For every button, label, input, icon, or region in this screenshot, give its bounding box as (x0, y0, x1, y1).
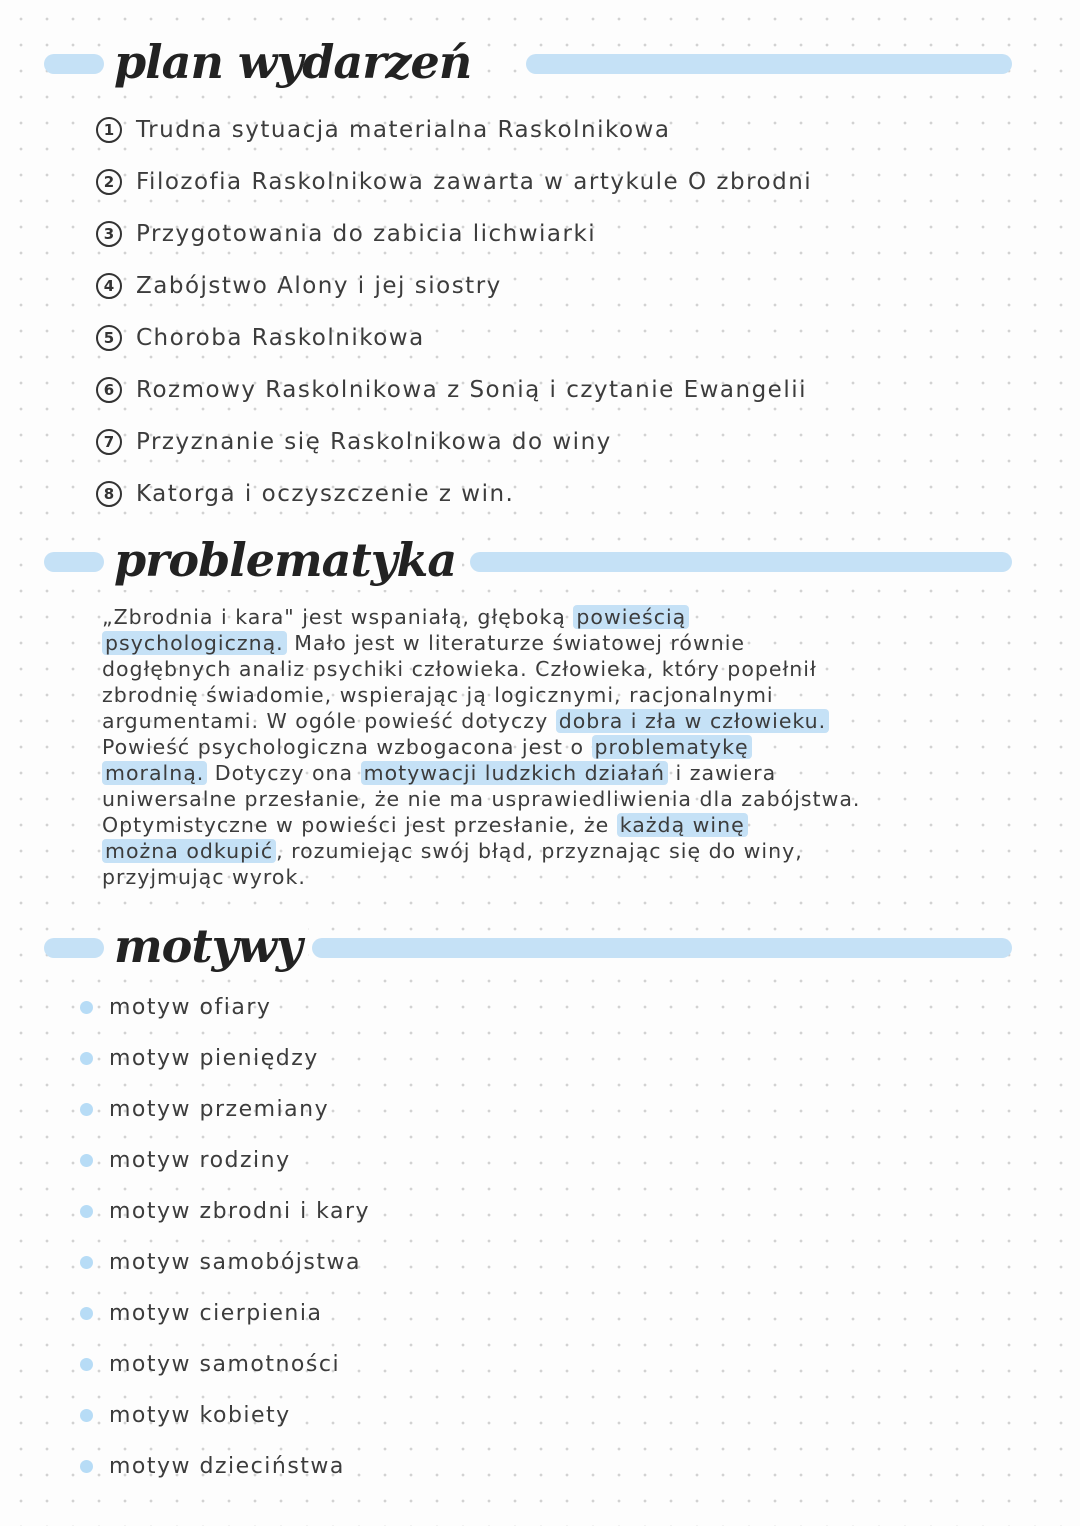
bullet-dot-icon (80, 1001, 93, 1014)
paragraph-line (102, 604, 1012, 630)
bullet-dot-icon (80, 1205, 93, 1218)
motifs-heading: motywy (108, 916, 308, 976)
bullet-dot-icon (80, 1409, 93, 1422)
paragraph-line (102, 682, 1012, 708)
paragraph-line (102, 708, 1012, 734)
plan-item-text: Katorga i oczyszczenie z win. (136, 481, 515, 507)
motifs-header (0, 916, 1080, 986)
paragraph-text: Mało jest w literaturze światowej równie (286, 631, 746, 655)
paragraph-line (102, 864, 1012, 890)
circled-number: 5 (96, 325, 122, 351)
problem-header (0, 530, 1080, 600)
bullet-dot-icon (80, 1154, 93, 1167)
circled-number: 6 (96, 377, 122, 403)
paragraph-text: zbrodnię świadomie, wspierając ją logicznymi, racjonalnymi (102, 683, 774, 707)
highlighted-text: problematykę (592, 735, 752, 759)
plan-item-text: Trudna sytuacja materialna Raskolnikowa (136, 117, 671, 143)
paragraph-line (102, 786, 1012, 812)
motif-text: motyw cierpienia (109, 1301, 323, 1326)
header-highlight-right (470, 552, 1012, 572)
header-highlight-left (44, 938, 104, 958)
highlighted-text: powieścią (573, 605, 689, 629)
bullet-dot-icon (80, 1307, 93, 1320)
highlighted-text: psychologiczną. (102, 631, 287, 655)
paragraph-text: przyjmując wyrok. (102, 865, 306, 889)
header-highlight-left (44, 552, 104, 572)
plan-header (0, 32, 1080, 102)
plan-item-text: Przyznanie się Raskolnikowa do winy (136, 429, 612, 455)
paragraph-line (102, 630, 1012, 656)
problem-paragraph (102, 604, 1012, 890)
header-highlight-right (526, 54, 1012, 74)
motif-text: motyw pieniędzy (109, 1046, 319, 1071)
bullet-dot-icon (80, 1256, 93, 1269)
paragraph-text: dogłębnych analiz psychiki człowieka. Człowieka, który popełnił (102, 657, 817, 681)
motif-item (80, 1084, 680, 1135)
plan-item (96, 156, 996, 208)
paragraph-text: , rozumiejąc swój błąd, przyznając się do winy, (276, 839, 803, 863)
circled-number: 2 (96, 169, 122, 195)
paragraph-line (102, 734, 1012, 760)
plan-item (96, 208, 996, 260)
plan-item-text: Rozmowy Raskolnikowa z Sonią i czytanie Ewangelii (136, 377, 808, 403)
motif-text: motyw samotności (109, 1352, 341, 1377)
motif-text: motyw przemiany (109, 1097, 330, 1122)
plan-item-text: Przygotowania do zabicia lichwiarki (136, 221, 597, 247)
paragraph-text: Optymistyczne w powieści jest przesłanie, że (102, 813, 617, 837)
highlighted-text: moralną. (102, 761, 207, 785)
plan-list (96, 104, 996, 520)
paragraph-text: uniwersalne przesłanie, że nie ma usprawiedliwienia dla zabójstwa. (102, 787, 861, 811)
motif-text: motyw zbrodni i kary (109, 1199, 371, 1224)
circled-number: 4 (96, 273, 122, 299)
plan-item (96, 364, 996, 416)
paragraph-line (102, 838, 1012, 864)
bullet-dot-icon (80, 1052, 93, 1065)
motif-text: motyw kobiety (109, 1403, 291, 1428)
motif-item (80, 1237, 680, 1288)
bullet-dot-icon (80, 1460, 93, 1473)
paragraph-text: Dotyczy ona (207, 761, 361, 785)
problem-heading: problematyka (108, 530, 462, 590)
circled-number: 8 (96, 481, 122, 507)
motif-item (80, 1390, 680, 1441)
plan-item (96, 416, 996, 468)
circled-number: 3 (96, 221, 122, 247)
motif-item (80, 982, 680, 1033)
paragraph-text: Powieść psychologiczna wzbogacona jest o (102, 735, 592, 759)
circled-number: 7 (96, 429, 122, 455)
bullet-dot-icon (80, 1103, 93, 1116)
plan-item-text: Zabójstwo Alony i jej siostry (136, 273, 502, 299)
plan-item (96, 104, 996, 156)
header-highlight-right (312, 938, 1012, 958)
motif-text: motyw rodziny (109, 1148, 291, 1173)
bullet-dot-icon (80, 1358, 93, 1371)
motif-item (80, 1288, 680, 1339)
motif-list (80, 982, 680, 1492)
paragraph-line (102, 812, 1012, 838)
highlighted-text: można odkupić (102, 839, 276, 863)
plan-item-text: Filozofia Raskolnikowa zawarta w artykule O zbrodni (136, 169, 813, 195)
plan-item (96, 468, 996, 520)
paragraph-text: argumentami. W ogóle powieść dotyczy (102, 709, 556, 733)
motif-text: motyw dzieciństwa (109, 1454, 345, 1479)
paragraph-text: i zawiera (668, 761, 777, 785)
paragraph-line (102, 656, 1012, 682)
motif-text: motyw ofiary (109, 995, 272, 1020)
motif-item (80, 1441, 680, 1492)
plan-item-text: Choroba Raskolnikowa (136, 325, 425, 351)
plan-item (96, 260, 996, 312)
motif-item (80, 1339, 680, 1390)
plan-heading: plan wydarzeń (108, 32, 477, 92)
paragraph-line (102, 760, 1012, 786)
motif-item (80, 1186, 680, 1237)
motif-item (80, 1033, 680, 1084)
paragraph-text: „Zbrodnia i kara" jest wspaniałą, głęboką (102, 605, 574, 629)
motif-text: motyw samobójstwa (109, 1250, 361, 1275)
highlighted-text: dobra i zła w człowieku. (556, 709, 829, 733)
motif-item (80, 1135, 680, 1186)
plan-item (96, 312, 996, 364)
header-highlight-left (44, 54, 104, 74)
highlighted-text: motywacji ludzkich działań (361, 761, 668, 785)
circled-number: 1 (96, 117, 122, 143)
highlighted-text: każdą winę (617, 813, 748, 837)
